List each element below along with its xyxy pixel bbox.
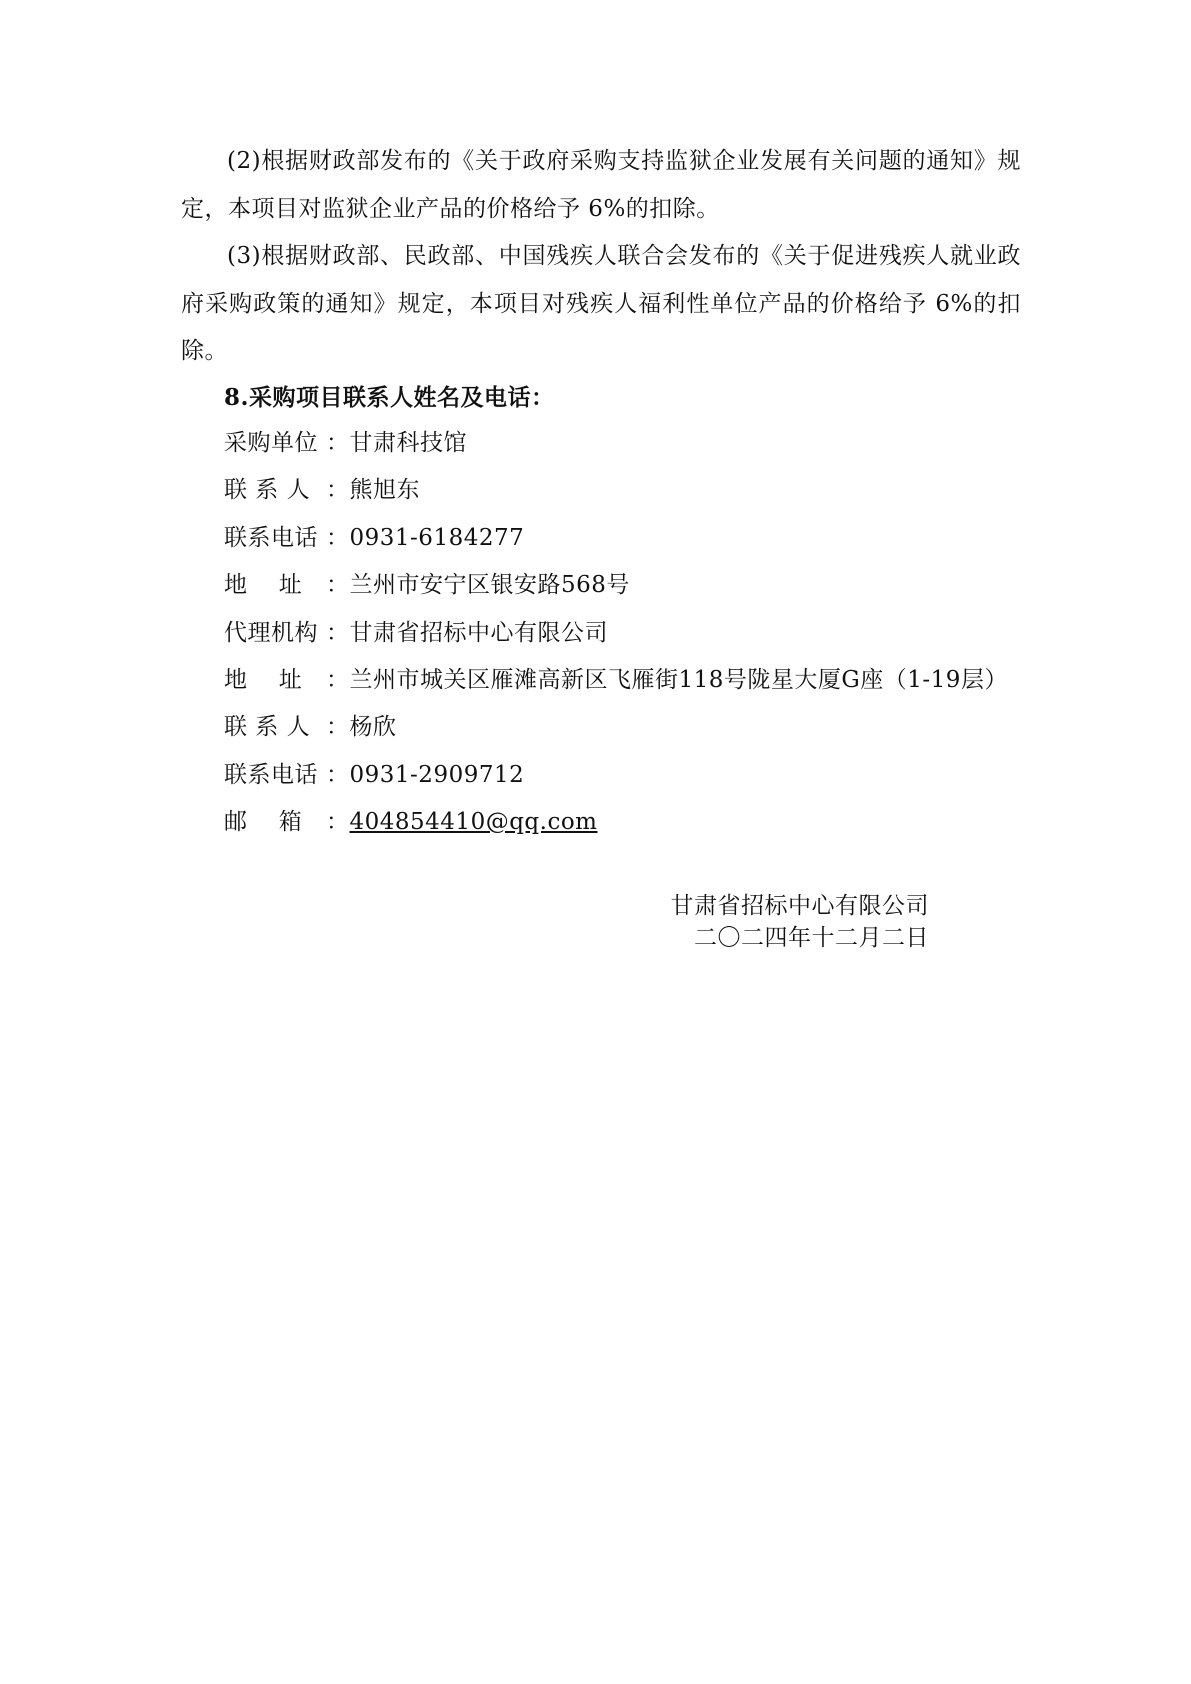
contact-row-purchaser-phone — [224, 515, 1008, 562]
contact-colon: ： — [326, 477, 350, 504]
contact-colon: ： — [326, 761, 350, 788]
contact-colon: ： — [326, 619, 350, 646]
contact-value: 杨欣 — [349, 714, 397, 741]
contact-value: 0931-2909712 — [349, 761, 525, 788]
contact-label: 联系电话 — [224, 524, 318, 551]
contact-colon: ： — [326, 714, 350, 741]
contact-list — [224, 420, 1008, 847]
contact-value: 0931-6184277 — [349, 524, 525, 551]
contact-value: 兰州市城关区雁滩高新区飞雁街118号陇星大厦G座（1-19层） — [349, 666, 1008, 693]
contact-label: 联 系 人 — [224, 714, 311, 741]
contact-colon: ： — [326, 524, 350, 551]
contact-row-agency-address — [224, 657, 1008, 704]
contact-colon: ： — [326, 666, 350, 693]
signature-date: 二〇二四年十二月二日 — [694, 925, 929, 951]
contact-colon: ： — [326, 430, 350, 456]
contact-value: 熊旭东 — [349, 477, 420, 504]
contact-value: 甘肃省招标中心有限公司 — [349, 619, 608, 646]
signature-block — [671, 890, 930, 954]
contact-row-email — [224, 799, 1008, 846]
contact-row-purchaser-person — [224, 467, 1008, 514]
contact-label: 地 址 — [224, 666, 303, 693]
paragraph-prison-enterprise: (2)根据财政部发布的《关于政府采购支持监狱企业发展有关问题的通知》规定，本项目对监狱企业产品的价格给予 6%的扣除。 — [181, 148, 1021, 222]
contact-row-agency — [224, 610, 1008, 657]
email-link[interactable]: 404854410@qq.com — [349, 809, 598, 836]
contact-colon: ： — [326, 809, 350, 836]
contact-colon: ： — [326, 572, 350, 599]
contact-label: 地 址 — [224, 572, 303, 599]
paragraph-disabled-welfare: (3)根据财政部、民政部、中国残疾人联合会发布的《关于促进残疾人就业政府采购政策的通知》规定，本项目对残疾人福利性单位产品的价格给予 6%的扣除。 — [181, 243, 1021, 364]
contact-label: 联 系 人 — [224, 477, 311, 504]
section-heading-contacts: 8.采购项目联系人姓名及电话： — [224, 384, 555, 411]
contact-label: 邮 箱 — [224, 809, 303, 836]
contact-label: 代理机构 — [224, 619, 318, 646]
contact-value: 甘肃科技馆 — [349, 430, 467, 456]
contact-row-purchaser-address — [224, 562, 1008, 609]
contact-row-purchaser — [224, 420, 1008, 467]
contact-value: 兰州市安宁区银安路568号 — [349, 572, 630, 599]
contact-label: 联系电话 — [224, 761, 318, 788]
contact-row-agency-phone — [224, 752, 1008, 799]
signature-company: 甘肃省招标中心有限公司 — [670, 893, 929, 919]
contact-label: 采购单位 — [224, 430, 318, 456]
contact-row-agency-person — [224, 704, 1008, 751]
